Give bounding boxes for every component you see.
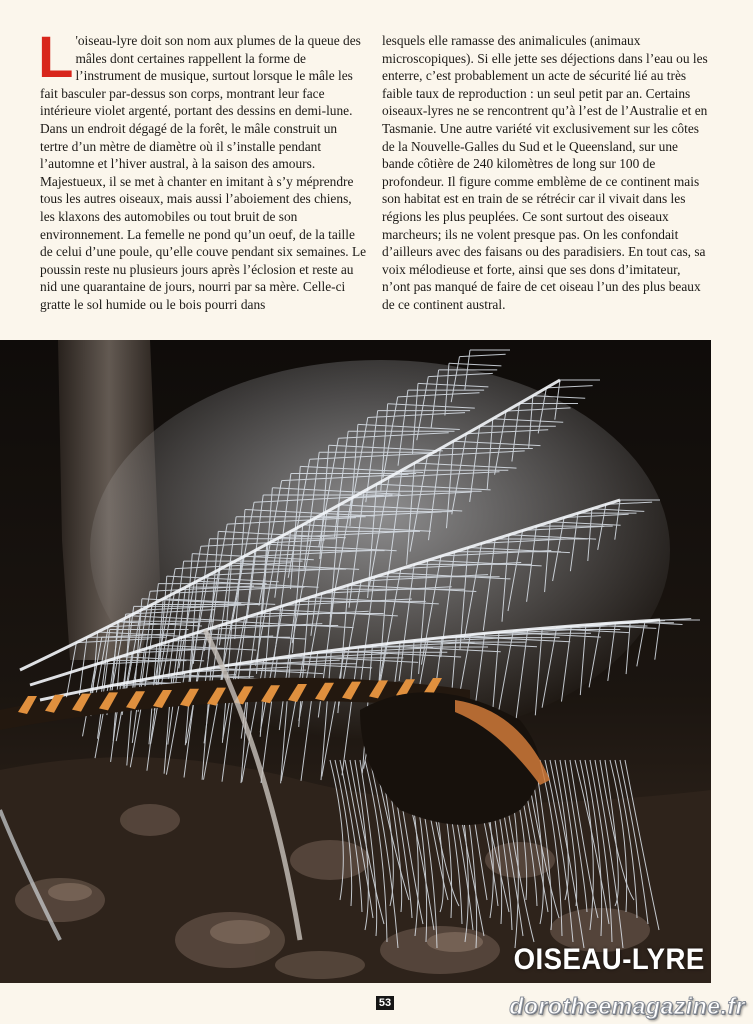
article-right-column [382,32,712,314]
lyrebird-photo [0,340,711,983]
lyrebird-illustration [0,340,711,983]
article-text-right: lesquels elle ramasse des animalicules (animaux microscopiques). Si elle jette ses déjections dans l’eau ou les enterre, c’est probablement un acte de sécurité lié au très faible taux de reproduction : un seul petit par an. Certains oiseaux-lyres ne se rencontrent qu’à l’est de l’Australie et en Tasmanie. Une autre variété vit exclusivement sur les côtes de la Nouvelle-Galles du Sud et le Queensland, sur une bande côtière de 240 kilomètres de long sur 100 de profondeur. Il figure comme emblème de ce continent mais son habitat est en train de se rétrécir car il vivait dans les régions les plus peuplées. Ce sont surtout des oiseaux marcheurs; ils ne volent presque pas. On les confondait d’ailleurs avec des faisans ou des paradisiers. En tout cas, sa voix mélodieuse et forte, ainsi que ses dons d’imitateur, n’ont pas manqué de faire de cet oiseau l’un des plus beaux de ce continent austral. [382,33,708,312]
page-number: 53 [376,996,394,1010]
article-left-column [38,25,368,314]
article-text-left: 'oiseau-lyre doit son nom aux plumes de la queue des mâles dont certaines rappellent la forme de l’instrument de musique, surtout lorsque le mâle les fait basculer par-dessus son corps, montrant leur face intérieure violet argenté, portant des dessins en demi-lune. Dans un endroit dégagé de la forêt, le mâle construit un tertre d’un mètre de diamètre où il s’installe pendant l’automne et l’hiver austral, à la saison des amours. Majestueux, il se met à chanter en imitant à s’y méprendre tous les autres oiseaux, mais aussi l’aboiement des chiens, les klaxons des automobiles ou tout bruit de son environnement. La femelle ne pond qu’un oeuf, de la taille de celui d’une poule, qu’elle couve pendant six semaines. Le poussin reste nu plusieurs jours après l’éclosion et reste au nid une quarantaine de jours, nourri par sa mère. Celle-ci gratte le sol humide ou le bois pourri dans [40,33,367,312]
watermark: dorotheemagazine.fr [509,993,745,1019]
photo-title: OISEAU-LYRE [513,943,705,976]
drop-cap: L [38,25,74,90]
